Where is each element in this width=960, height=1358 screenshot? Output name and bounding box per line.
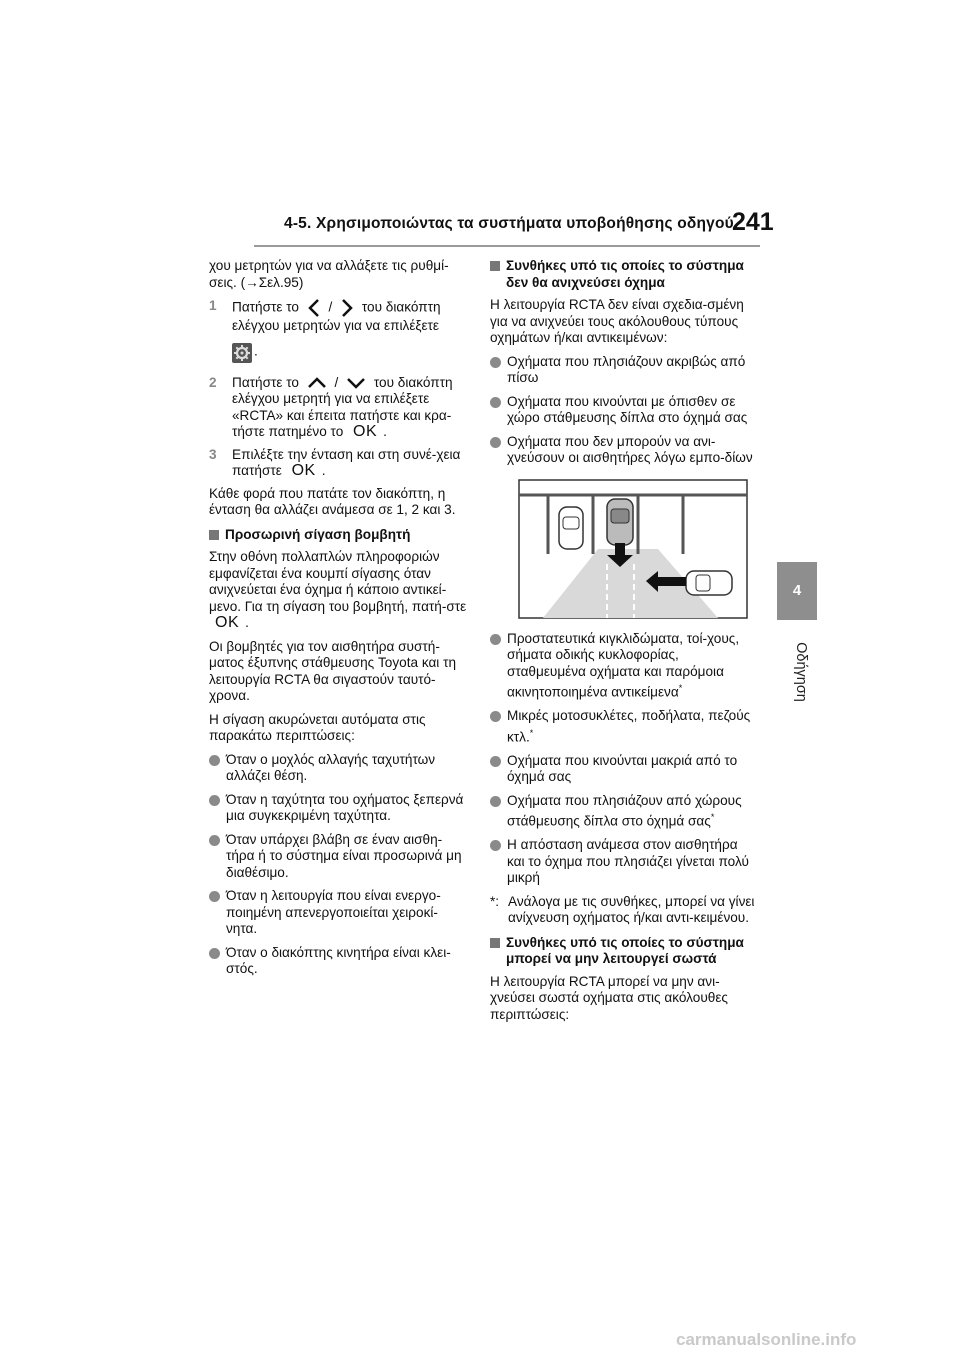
list-item: Όταν η λειτουργία που είναι ενεργο-ποιημένη απενεργοποιείται χειροκί-νητα. (209, 888, 469, 938)
bullet-icon (209, 795, 220, 806)
list-item: Όταν ο μοχλός αλλαγής ταχυτήτων αλλάζει θέση. (209, 752, 469, 785)
header-rule (254, 245, 760, 247)
intro-text: χου μετρητών για να αλλάξετε τις ρυθμί-σεις. (→Σελ.95) (209, 258, 449, 290)
page-number: 241 (732, 208, 774, 236)
punct: . (321, 463, 326, 478)
list-item: Προστατευτικά κιγκλιδώματα, τοί-χους, σήματα οδικής κυκλοφορίας, σταθμευμένα οχήματα και παρόμοια ακινητοποιημένα αντικείμενα* (490, 631, 755, 702)
punct: . (254, 343, 258, 359)
bullet-icon (490, 796, 501, 807)
step-1 (209, 298, 469, 369)
paragraph: Η λειτουργία RCTA δεν είναι σχεδια-σμένη για να ανιχνεύει τους ακόλουθους τύπους οχημάτων ή/και αντικειμένων: (490, 297, 744, 345)
list-item: Μικρές μοτοσυκλέτες, ποδήλατα, πεζούς κτλ.* (490, 708, 755, 746)
bullet-icon (490, 634, 501, 645)
ok-button-icon: OK (291, 462, 316, 479)
list-item: Όταν η ταχύτητα του οχήματος ξεπερνά μια συγκεκριμένη ταχύτητα. (209, 792, 469, 825)
list-item: Οχήματα που πλησιάζουν ακριβώς από πίσω (490, 354, 755, 387)
footnote-marker: * (529, 727, 534, 738)
chevron-left-icon (307, 298, 321, 318)
bullet-icon (209, 948, 220, 959)
step-text: Πατήστε το (232, 374, 299, 390)
step-2 (209, 375, 469, 441)
settings-gear-icon (232, 343, 252, 363)
chevron-right-icon (340, 298, 354, 318)
approaching-car-icon (686, 571, 732, 595)
bullet-icon (490, 437, 501, 448)
ok-button-icon: OK (215, 614, 240, 631)
step-text: του διακόπτη ελέγχου μετρητή για να επιλέξετε «RCTA» και έπειτα πατήστε και κρα-τήστε πατημένο το (232, 374, 453, 439)
square-bullet-icon (490, 938, 500, 948)
step-number: 3 (209, 446, 217, 462)
list-item: Όταν ο διακόπτης κινητήρα είναι κλει-στός. (209, 945, 469, 978)
chevron-up-icon (307, 376, 327, 390)
section-heading: Συνθήκες υπό τις οποίες το σύστημα μπορεί να μην λειτουργεί σωστά (490, 935, 755, 968)
chevron-down-icon (346, 376, 366, 390)
section-heading: Συνθήκες υπό τις οποίες το σύστημα δεν θα ανιχνεύσει όχημα (490, 258, 755, 291)
paragraph: Στην οθόνη πολλαπλών πληροφοριών εμφανίζεται ένα κουμπί σίγασης όταν ανιχνεύεται ένα όχημα ή κάποιο αντικεί-μενο. Για τη σίγαση του βομβητή, πατή-στε OK . (209, 549, 467, 631)
ok-button-icon: OK (353, 423, 378, 440)
step-number: 1 (209, 298, 217, 313)
list-item: Οχήματα που πλησιάζουν από χώρους στάθμευσης δίπλα στο όχημά σας* (490, 793, 755, 831)
left-column (209, 258, 469, 985)
page-header (0, 0, 960, 260)
bullet-icon (209, 835, 220, 846)
step-text: Επιλέξτε την ένταση και στη συνέ-χεια πατήστε (232, 446, 461, 478)
bullet-icon (209, 755, 220, 766)
chapter-label: Οδήγηση (793, 642, 809, 702)
after-steps-text: Κάθε φορά που πατάτε τον διακόπτη, η ένταση θα αλλάζει ανάμεσα σε 1, 2 και 3. (209, 485, 456, 517)
list-item: Οχήματα που κινούνται με όπισθεν σε χώρο στάθμευσης δίπλα στο όχημά σας (490, 394, 755, 427)
paragraph: Η λειτουργία RCTA μπορεί να μην ανι-χνεύσει σωστά οχήματα στις ακόλουθες περιπτώσεις: (490, 973, 728, 1022)
own-car-icon (607, 499, 633, 545)
list-item: Οχήματα που κινούνται μακριά από το όχημά σας (490, 753, 755, 786)
bullet-icon (490, 756, 501, 767)
paragraph: Οι βομβητές για τον αισθητήρα συστή-ματος έξυπνης στάθμευσης Toyota και τη λειτουργία RCTA θα σιγαστούν ταυτό-χρονα. (209, 638, 457, 703)
watermark: carmanualsonline.info (676, 1330, 857, 1349)
section-title: 4-5. Χρησιμοποιώντας τα συστήματα υποβοήθησης οδηγού (284, 215, 734, 232)
footnote-marker: * (678, 683, 683, 693)
step-text: Πατήστε το (232, 299, 299, 315)
list-item: Οχήματα που δεν μπορούν να ανι-χνεύσουν οι αισθητήρες λόγω εμπο-δίων (490, 434, 755, 467)
footnote-marker: * (710, 812, 715, 823)
parking-lot-illustration (518, 479, 748, 619)
section-heading: Προσωρινή σίγαση βομβητή (209, 527, 469, 544)
list-item: Όταν υπάρχει βλάβη σε έναν αισθη-τήρα ή το σύστημα είναι προσωρινά μη διαθέσιμο. (209, 832, 469, 882)
bullet-icon (209, 891, 220, 902)
right-column (490, 258, 755, 1030)
step-number: 2 (209, 374, 217, 390)
bullet-icon (490, 711, 501, 722)
paragraph: Η σίγαση ακυρώνεται αυτόματα στις παρακάτω περιπτώσεις: (209, 711, 426, 743)
bullet-icon (490, 357, 501, 368)
punct: . (383, 424, 387, 439)
parked-car-icon (559, 507, 583, 549)
step-3 (209, 447, 469, 480)
square-bullet-icon (490, 261, 500, 271)
separator: / (328, 299, 333, 315)
step-text: του διακόπτη ελέγχου μετρητών για να επιλέξετε (232, 299, 441, 333)
chapter-tab: 4 (777, 562, 817, 620)
list-item: Η απόσταση ανάμεσα στον αισθητήρα και το όχημα που πλησιάζει γίνεται πολύ μικρή (490, 837, 755, 887)
separator: / (334, 374, 339, 390)
bullet-icon (490, 397, 501, 408)
bullet-icon (490, 840, 501, 851)
footnote: *: Ανάλογα με τις συνθήκες, μπορεί να γίνει ανίχνευση οχήματος ή/και αντι-κειμένου. (490, 893, 755, 926)
square-bullet-icon (209, 530, 219, 540)
